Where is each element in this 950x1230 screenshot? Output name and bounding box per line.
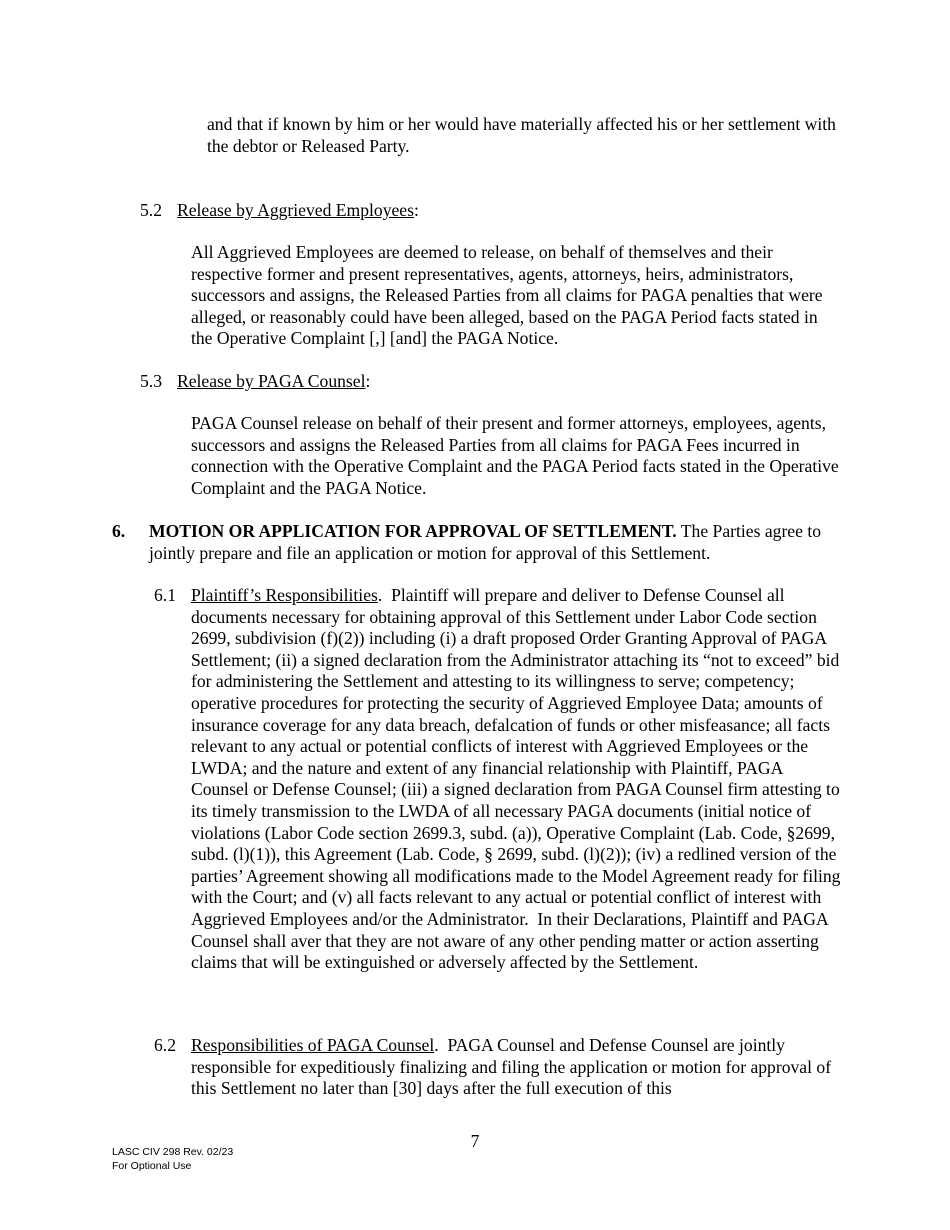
section-5-3-number: 5.3 <box>140 371 162 391</box>
section-5-3-heading: Release by PAGA Counsel <box>177 371 366 391</box>
section-5-2-heading-line <box>177 200 817 222</box>
section-5-3-colon: : <box>365 371 371 391</box>
section-6-2-number: 6.2 <box>154 1035 176 1055</box>
section-6-1-paragraph <box>191 585 845 974</box>
section-5-2-number: 5.2 <box>140 200 162 220</box>
section-5-2-colon: : <box>413 200 419 220</box>
section-6-2-body: PAGA Counsel and Defense Counsel are jointly responsible for expeditiously finalizing and filing the application or motion for approval of this Settlement no later than [30] days after the full execution of this <box>191 1035 836 1099</box>
page-number: 7 <box>470 1131 480 1151</box>
usage-note: For Optional Use <box>112 1160 192 1172</box>
section-5-3-body: PAGA Counsel release on behalf of their present and former attorneys, employees, agents, successors and assigns the Released Parties from all claims for PAGA Fees incurred in connection with the Operative Complaint and the PAGA Period facts stated in the Operative Complaint and the PAGA Notice. <box>191 413 839 498</box>
section-6-2-paragraph <box>191 1035 841 1100</box>
section-6-paragraph <box>149 521 839 564</box>
section-6-heading: MOTION OR APPLICATION FOR APPROVAL OF SETTLEMENT. <box>149 521 677 541</box>
section-6-1-heading: Plaintiff’s Responsibilities <box>191 585 378 605</box>
section-6-1-number: 6.1 <box>154 585 176 605</box>
section-6-1-period: . <box>377 585 383 605</box>
form-code: LASC CIV 298 Rev. 02/23 <box>112 1146 234 1158</box>
section-6-number: 6. <box>112 521 126 541</box>
form-footer <box>112 1145 233 1173</box>
section-6-body: The Parties agree to jointly prepare and file an application or motion for approval of this Settlement. <box>149 521 821 563</box>
section-6-2-period: . <box>434 1035 439 1055</box>
section-6-2-heading: Responsibilities of PAGA Counsel <box>191 1035 435 1055</box>
section-6-1-body: Plaintiff will prepare and deliver to Defense Counsel all documents necessary for obtaining approval of this Settlement under Labor Code section 2699, subdivision (f)(2)) including (i) a draft proposed Order Granting Approval of PAGA Settlement; (ii) a signed declaration from the Administrator attaching its “not to exceed” bid for administering the Settlement and attesting to its willingness to serve; competency; operative procedures for protecting the security of Aggrieved Employee Data; amounts of insurance coverage for any data breach, defalcation of funds or other misfeasance; all facts relevant to any actual or potential conflicts of interest with Aggrieved Employees or the LWDA; and the nature and extent of any financial relationship with Plaintiff, PAGA Counsel or Defense Counsel; (iii) a signed declaration from PAGA Counsel firm attesting to its timely transmission to the LWDA of all necessary PAGA documents (initial notice of violations (Labor Code section 2699.3, subd. (a)), Operative Complaint (Lab. Code, §2699, subd. (l)(1)), this Agreement (Lab. Code, § 2699, subd. (l)(2)); (iv) a redlined version of the parties’ Agreement showing all modifications made to the Model Agreement ready for filing with the Court; and (v) all facts relevant to any actual or potential conflict of interest with Aggrieved Employees and/or the Administrator. In their Declarations, Plaintiff and PAGA Counsel shall aver that they are not aware of any other pending matter or action asserting claims that will be extinguished or adversely affected by the Settlement. <box>191 585 845 973</box>
section-5-3-heading-line <box>177 371 817 393</box>
section-5-2-heading: Release by Aggrieved Employees <box>177 200 414 220</box>
continuation-paragraph: and that if known by him or her would have materially affected his or her settlement with the debtor or Released Party. <box>207 114 836 156</box>
section-5-2-body: All Aggrieved Employees are deemed to release, on behalf of themselves and their respective former and present representatives, agents, attorneys, heirs, administrators, successors and assigns, the Released Parties from all claims for PAGA penalties that were alleged, or reasonably could have been alleged, based on the PAGA Period facts stated in the Operative Complaint [,] [and] the PAGA Notice. <box>191 242 823 349</box>
